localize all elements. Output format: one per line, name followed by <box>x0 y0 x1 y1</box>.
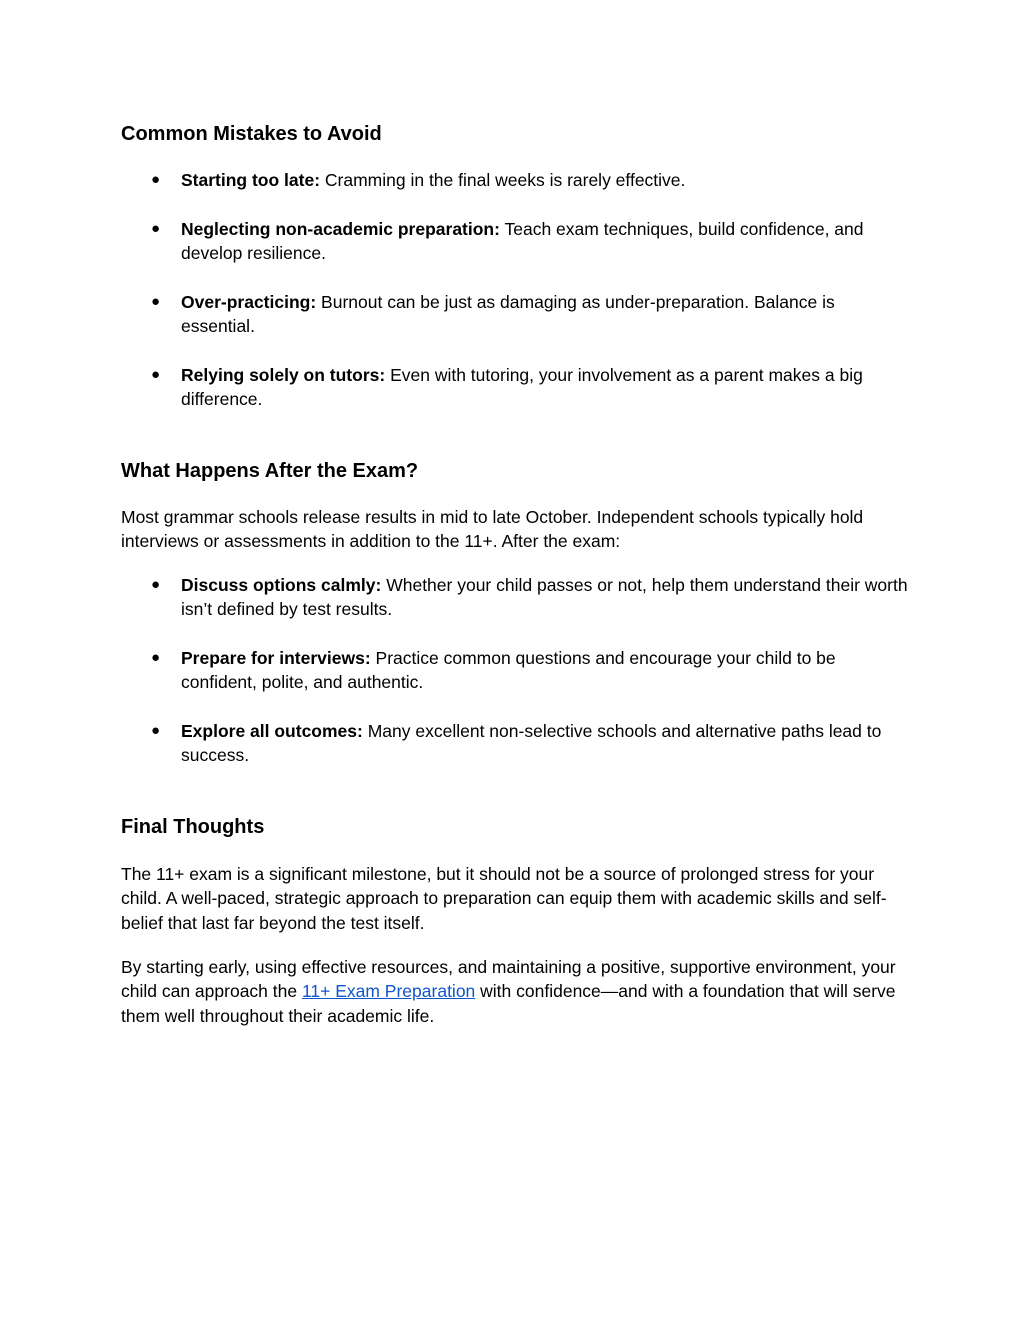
list-item-text: Even with tutoring, your involvement as a parent makes a big difference. <box>181 364 863 410</box>
paragraph-text: with confidence—and with a foundation that will serve them well throughout their academic life. <box>121 981 896 1026</box>
bullet-icon: ● <box>151 219 161 237</box>
list-item-lead: Discuss options calmly: <box>181 575 382 595</box>
list-item <box>121 573 911 622</box>
paragraph-text: By starting early, using effective resources, and maintaining a positive, supportive environment, your child can approach the <box>121 957 896 1002</box>
bullet-icon: ● <box>151 649 161 667</box>
list-item-lead: Explore all outcomes: <box>181 721 363 742</box>
list-item-lead: Over-practicing: <box>181 291 317 312</box>
list-item-text: Cramming in the final weeks is rarely effective. <box>320 170 686 190</box>
list-item-text: Teach exam techniques, build confidence, and develop resilience. <box>181 218 864 264</box>
final-thoughts-paragraph-2 <box>121 955 911 1028</box>
bullet-icon: ● <box>151 576 161 593</box>
list-item <box>121 290 911 339</box>
list-item <box>121 217 911 266</box>
final-thoughts-paragraph-1: The 11+ exam is a significant milestone, but it should not be a source of prolonged stress for your child. A well-paced, strategic approach to preparation can equip them with academic skills and self-belief that last far beyond the test itself. <box>121 864 887 933</box>
list-item-lead: Neglecting non-academic preparation: <box>181 218 500 239</box>
list-item <box>121 363 911 412</box>
bullet-icon: ● <box>151 171 161 188</box>
list-item-text: Whether your child passes or not, help them understand their worth isn’t defined by test results. <box>181 575 908 620</box>
list-item-text: Many excellent non-selective schools and alternative paths lead to success. <box>181 721 882 766</box>
bullet-icon: ● <box>151 722 161 740</box>
bullet-icon: ● <box>151 365 161 383</box>
exam-preparation-link[interactable]: 11+ Exam Preparation <box>301 981 476 1002</box>
list-item <box>121 646 911 695</box>
heading-after-exam: What Happens After the Exam? <box>121 460 419 482</box>
bullet-icon: ● <box>151 292 161 310</box>
list-item <box>121 168 911 192</box>
heading-common-mistakes: Common Mistakes to Avoid <box>121 123 382 145</box>
mistakes-list <box>121 168 911 412</box>
list-item-lead: Relying solely on tutors: <box>181 364 386 385</box>
heading-final-thoughts: Final Thoughts <box>121 816 265 838</box>
list-item <box>121 719 911 768</box>
after-exam-intro: Most grammar schools release results in mid to late October. Independent schools typically hold interviews or assessments in addition to the 11+. After the exam: <box>121 507 864 552</box>
list-item-lead: Starting too late: <box>181 170 321 190</box>
list-item-text: Burnout can be just as damaging as under-preparation. Balance is essential. <box>181 291 835 337</box>
after-exam-list <box>121 573 911 768</box>
list-item-text: Practice common questions and encourage your child to be confident, polite, and authentic. <box>181 648 836 693</box>
list-item-lead: Prepare for interviews: <box>181 648 371 669</box>
